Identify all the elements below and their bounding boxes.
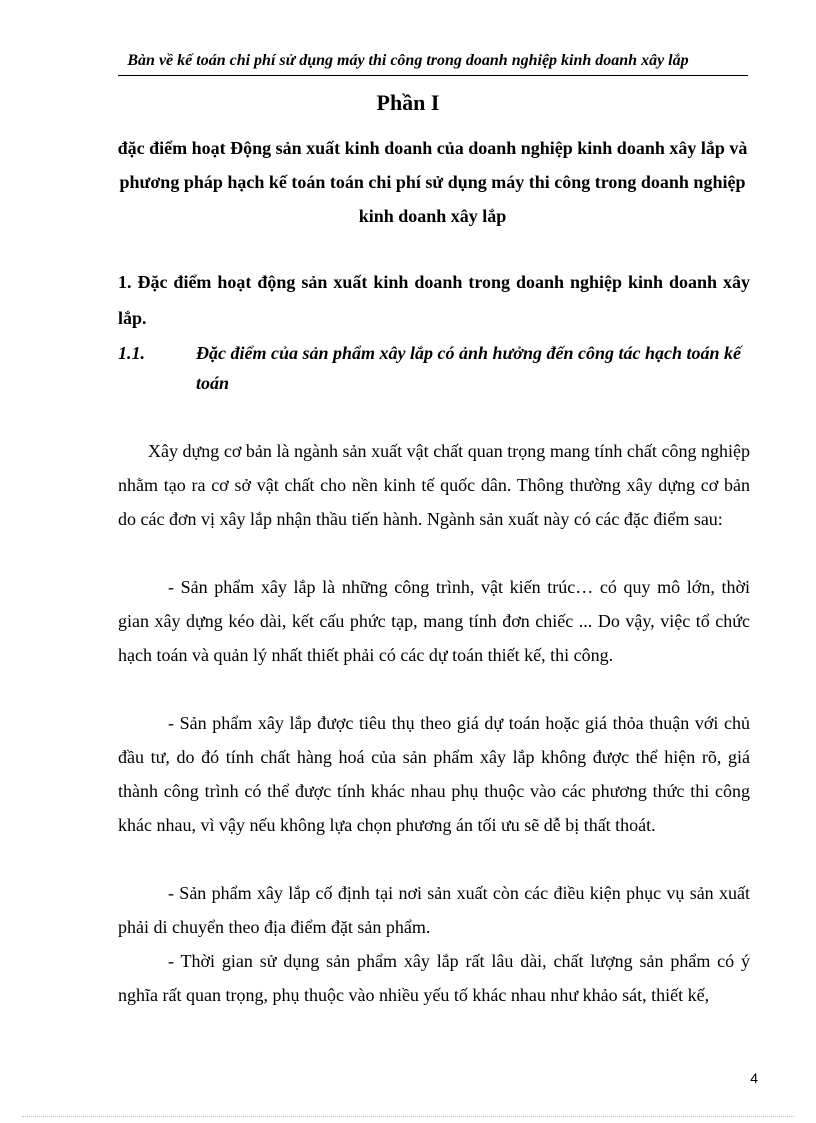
paragraph-bullet-2: - Sản phẩm xây lắp được tiêu thụ theo giá dự toán hoặc giá thỏa thuận với chủ đầu tư, do đó tính chất hàng hoá của sản phẩm xây lắp không được thể hiện rõ, giá thành công trình có thể được tính khác nhau phụ thuộc vào các phương thức thi công khác nhau, vì vậy nếu không lựa chọn phương án tối ưu sẽ dễ bị thất thoát. bbox=[118, 713, 750, 835]
part-subtitle: đặc điểm hoạt Động sản xuất kinh doanh của doanh nghiệp kinh doanh xây lắp và phương pháp hạch kế toán toán chi phí sử dụng máy thi công trong doanh nghiệp kinh doanh xây lắp bbox=[117, 138, 748, 226]
running-header: Bàn về kế toán chi phí sử dụng máy thi công trong doanh nghiệp kinh doanh xây lắp bbox=[127, 52, 689, 69]
page-number: 4 bbox=[750, 1070, 758, 1086]
header-divider bbox=[118, 75, 748, 76]
subsection-heading: Đặc điểm của sản phẩm xây lắp có ảnh hưởng đến công tác hạch toán kế toán bbox=[196, 343, 741, 393]
subsection-number: 1.1. bbox=[118, 343, 145, 363]
paragraph-intro: Xây dựng cơ bản là ngành sản xuất vật chất quan trọng mang tính chất công nghiệp nhằm tạo ra cơ sở vật chất cho nền kinh tế quốc dân. Thông thường xây dựng cơ bản do các đơn vị xây lắp nhận thầu tiến hành. Ngành sản xuất này có các đặc điểm sau: bbox=[118, 441, 750, 529]
page-bottom-divider bbox=[22, 1116, 794, 1117]
paragraph-bullet-4: - Thời gian sử dụng sản phẩm xây lắp rất lâu dài, chất lượng sản phẩm có ý nghĩa rất quan trọng, phụ thuộc vào nhiều yếu tố khác nhau như khảo sát, thiết kế, bbox=[118, 951, 750, 1005]
part-title: Phần I bbox=[376, 90, 440, 115]
paragraph-bullet-1: - Sản phẩm xây lắp là những công trình, vật kiến trúc… có quy mô lớn, thời gian xây dựng kéo dài, kết cấu phức tạp, mang tính đơn chiếc ... Do vậy, việc tổ chức hạch toán và quản lý nhất thiết phải có các dự toán thiết kế, thi công. bbox=[118, 577, 750, 665]
section-heading: 1. Đặc điểm hoạt động sản xuất kinh doanh trong doanh nghiệp kinh doanh xây lắp. bbox=[118, 272, 750, 328]
paragraph-bullet-3: - Sản phẩm xây lắp cố định tại nơi sản xuất còn các điều kiện phục vụ sản xuất phải di chuyển theo địa điểm đặt sản phẩm. bbox=[118, 883, 750, 937]
